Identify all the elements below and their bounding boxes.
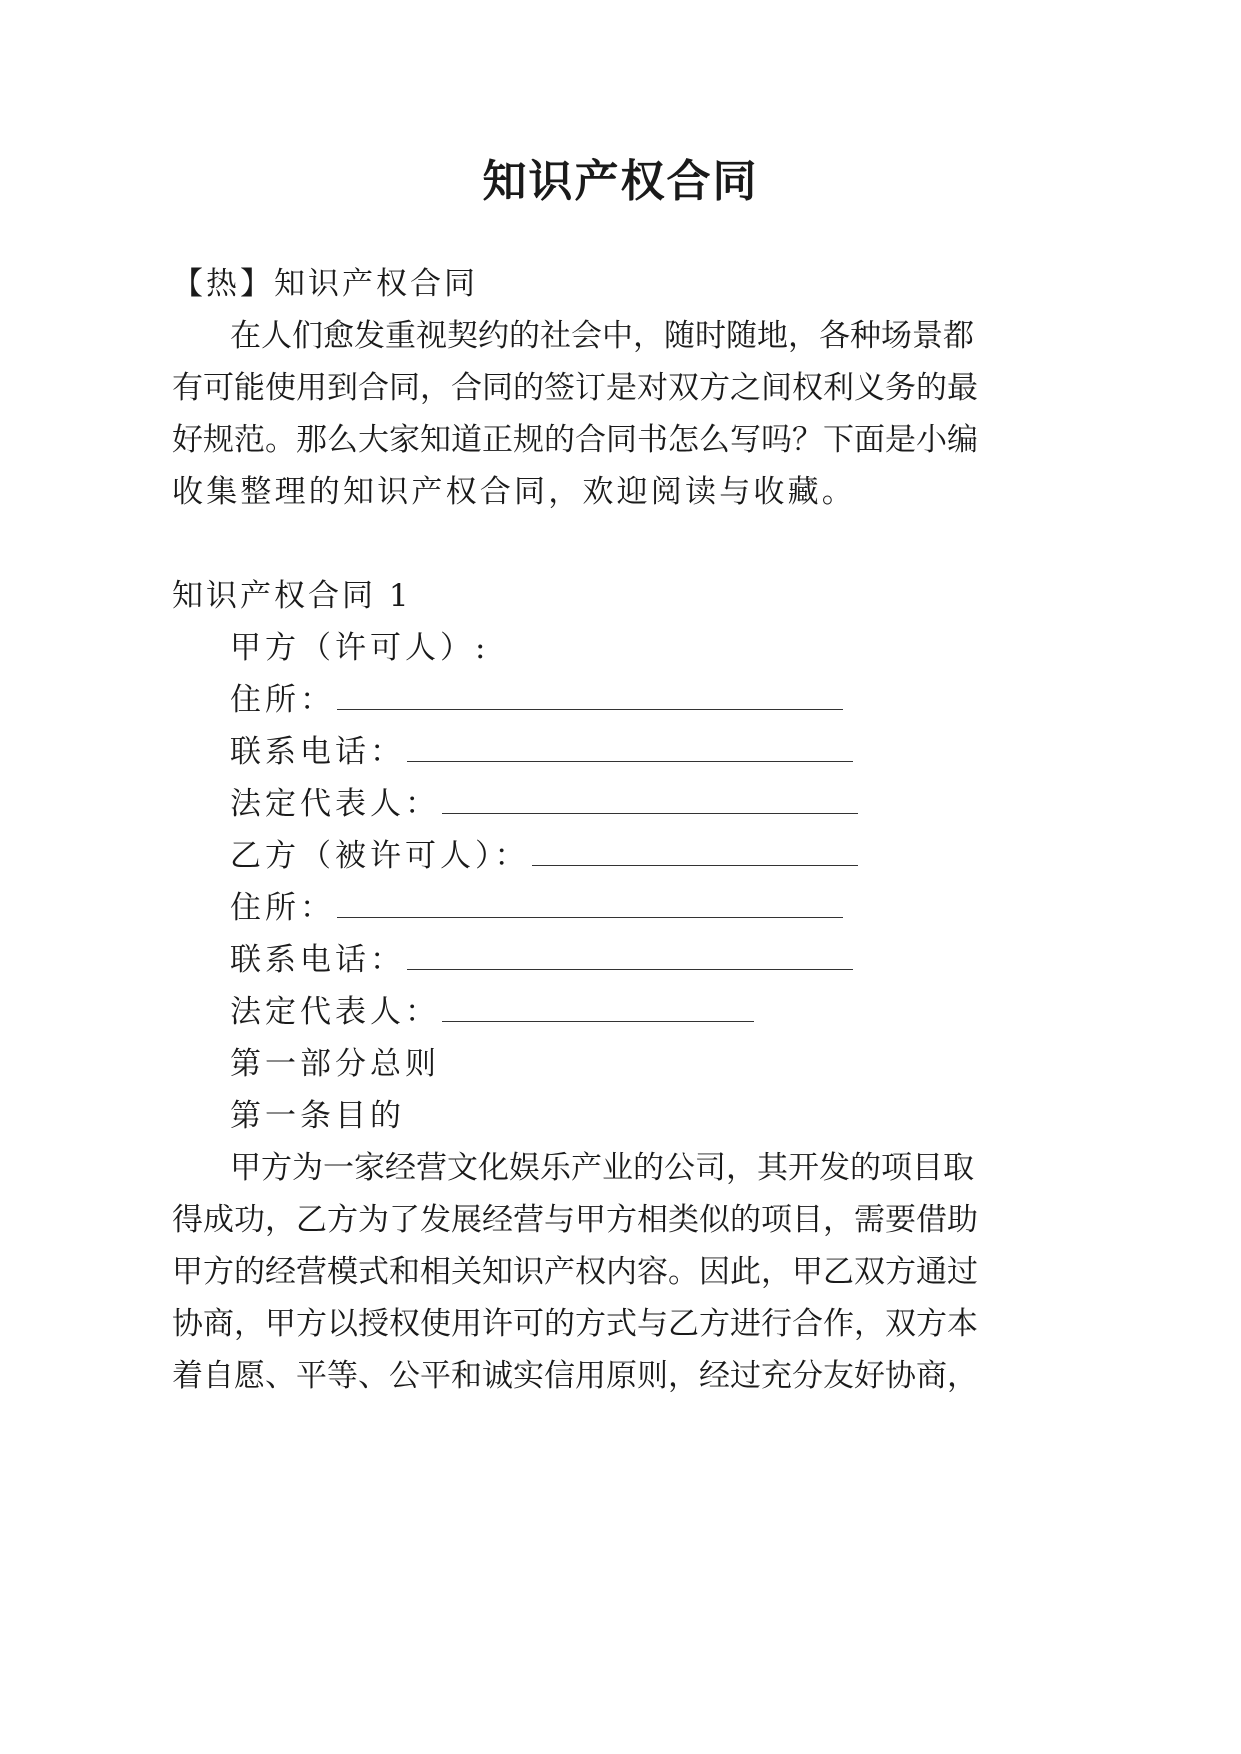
article-line: 甲方的经营模式和相关知识产权内容。因此，甲乙双方通过 <box>172 1254 978 1290</box>
party-a-rep-field[interactable] <box>442 812 858 814</box>
intro-line: 好规范。那么大家知道正规的合同书怎么写吗？下面是小编 <box>172 422 978 458</box>
party-b-label: 乙方（被许可人）： <box>230 838 530 874</box>
party-a-address-row <box>230 680 843 720</box>
part-heading: 第一部分总则 <box>230 1046 440 1082</box>
party-a-phone-row <box>230 732 853 772</box>
party-a-address-label: 住所： <box>230 682 335 718</box>
party-b-row <box>230 836 858 876</box>
party-a-rep-label: 法定代表人： <box>230 786 440 822</box>
document-title: 知识产权合同 <box>482 156 759 207</box>
party-b-rep-row <box>230 992 754 1032</box>
party-b-name-field[interactable] <box>532 864 858 866</box>
article-heading: 第一条目的 <box>230 1098 405 1134</box>
party-a-phone-field[interactable] <box>407 760 853 762</box>
article-line: 甲方为一家经营文化娱乐产业的公司，其开发的项目取 <box>230 1150 974 1186</box>
party-a-address-field[interactable] <box>337 708 843 710</box>
party-b-rep-field[interactable] <box>442 1020 754 1022</box>
party-a-phone-label: 联系电话： <box>230 734 405 770</box>
party-b-phone-row <box>230 940 853 980</box>
party-a-label: 甲方（许可人）: <box>230 630 490 666</box>
party-b-address-row <box>230 888 843 928</box>
party-a-rep-row <box>230 784 858 824</box>
party-b-phone-field[interactable] <box>407 968 853 970</box>
intro-line: 在人们愈发重视契约的社会中，随时随地，各种场景都 <box>230 318 974 354</box>
intro-heading: 【热】知识产权合同 <box>172 266 478 302</box>
article-line: 得成功，乙方为了发展经营与甲方相类似的项目，需要借助 <box>172 1202 978 1238</box>
intro-line: 收集整理的知识产权合同，欢迎阅读与收藏。 <box>172 474 856 510</box>
party-b-address-field[interactable] <box>337 916 843 918</box>
party-b-phone-label: 联系电话： <box>230 942 405 978</box>
party-b-rep-label: 法定代表人： <box>230 994 440 1030</box>
intro-line: 有可能使用到合同，合同的签订是对双方之间权利义务的最 <box>172 370 978 406</box>
article-line: 着自愿、平等、公平和诚实信用原则，经过充分友好协商， <box>172 1358 978 1394</box>
article-line: 协商，甲方以授权使用许可的方式与乙方进行合作，双方本 <box>172 1306 978 1342</box>
party-b-address-label: 住所： <box>230 890 335 926</box>
contract-heading: 知识产权合同 1 <box>172 578 412 614</box>
